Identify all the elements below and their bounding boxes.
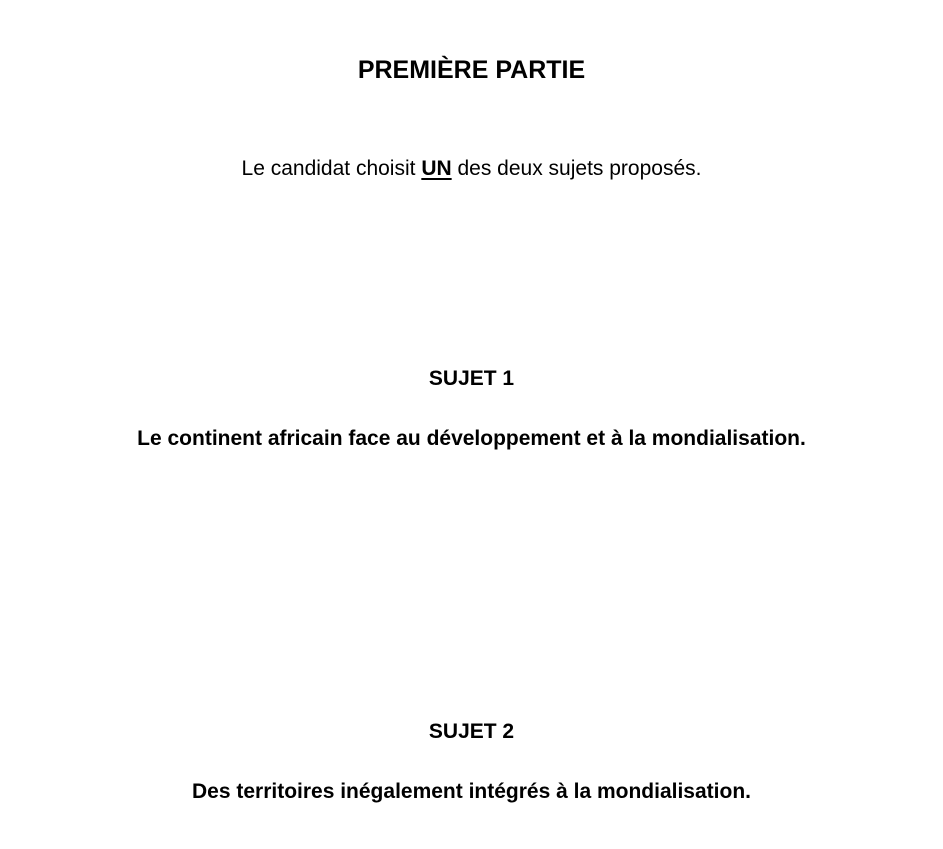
instruction-text — [0, 158, 943, 179]
part-title: PREMIÈRE PARTIE — [357, 56, 586, 84]
instruction-before: Le candidat choisit — [241, 157, 422, 180]
subject-1-label: SUJET 1 — [428, 367, 515, 390]
instruction-after: des deux sujets proposés. — [451, 157, 702, 180]
subject-2-title: Des territoires inégalement intégrés à la mondialisation. — [191, 780, 751, 803]
subject-1-title: Le continent africain face au développement et à la mondialisation. — [137, 427, 806, 450]
subject-2-label: SUJET 2 — [428, 720, 515, 743]
instruction-emphasis: UN — [421, 157, 452, 180]
